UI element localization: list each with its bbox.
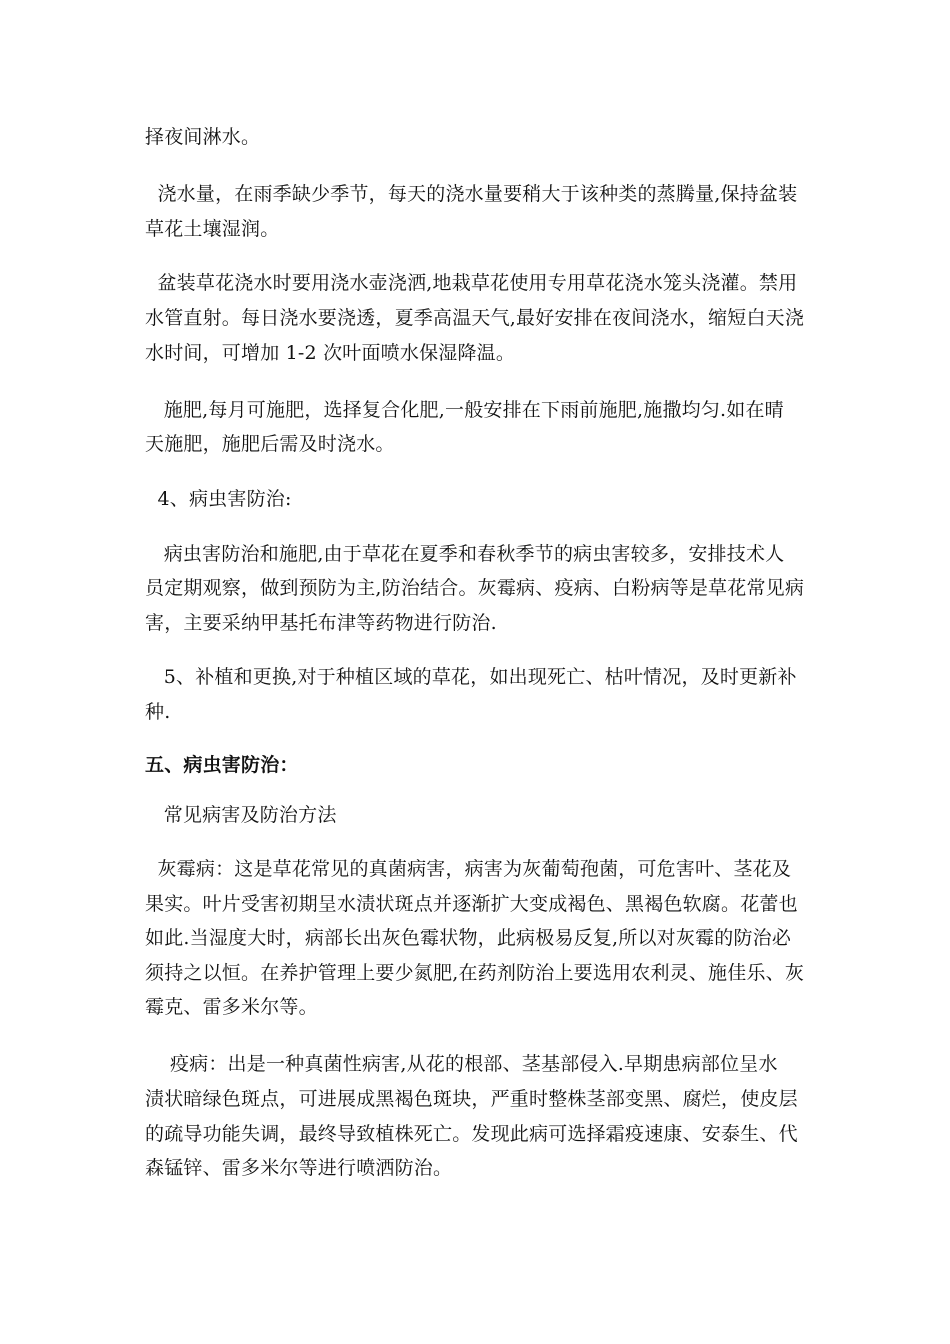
text-line: 森锰锌、雷多米尔等进行喷洒防治。 bbox=[145, 1157, 453, 1179]
text-line: 天施肥，施肥后需及时浇水。 bbox=[145, 433, 395, 455]
text-line: 渍状暗绿色斑点，可进展成黑褐色斑块，严重时整株茎部变黑、腐烂，使皮层 bbox=[145, 1088, 798, 1110]
text-line: 须持之以恒。在养护管理上要少氮肥,在药剂防治上要选用农利灵、施佳乐、灰 bbox=[145, 962, 805, 984]
text-line: 择夜间淋水。 bbox=[145, 126, 261, 148]
text-line: 浇水量，在雨季缺少季节，每天的浇水量要稍大于该种类的蒸腾量,保持盆装 bbox=[145, 183, 798, 205]
text-line: 果实。叶片受害初期呈水渍状斑点并逐渐扩大变成褐色、黑褐色软腐。花蕾也 bbox=[145, 893, 798, 915]
text-line: 的疏导功能失调，最终导致植株死亡。发现此病可选择霜疫速康、安泰生、代 bbox=[145, 1123, 798, 1145]
text-line: 如此.当湿度大时，病部长出灰色霉状物，此病极易反复,所以对灰霉的防治必 bbox=[145, 927, 792, 949]
text-line: 员定期观察，做到预防为主,防治结合。灰霉病、疫病、白粉病等是草花常见病 bbox=[145, 577, 805, 599]
text-line: 疫病：出是一种真菌性病害,从花的根部、茎基部侵入.早期患病部位呈水 bbox=[145, 1053, 778, 1075]
section-subheading: 常见病害及防治方法 bbox=[145, 804, 337, 826]
text-line: 5、补植和更换,对于种植区域的草花，如出现死亡、枯叶情况，及时更新补 bbox=[145, 666, 797, 688]
text-line: 病虫害防治和施肥,由于草花在夏季和春秋季节的病虫害较多，安排技术人 bbox=[145, 543, 785, 565]
text-line: 灰霉病：这是草花常见的真菌病害，病害为灰葡萄孢菌，可危害叶、茎花及 bbox=[145, 858, 792, 880]
text-line: 种. bbox=[145, 701, 171, 723]
section-heading: 五、病虫害防治： bbox=[145, 754, 299, 776]
section-subheading: 4、病虫害防治: bbox=[145, 488, 292, 510]
text-line: 水管直射。每日浇水要浇透，夏季高温天气,最好安排在夜间浇水，缩短白天浇 bbox=[145, 307, 805, 329]
text-line: 水时间，可增加 1-2 次叶面喷水保湿降温。 bbox=[145, 342, 516, 364]
text-line: 施肥,每月可施肥，选择复合化肥,一般安排在下雨前施肥,施撒均匀.如在晴 bbox=[145, 399, 784, 421]
text-line: 盆装草花浇水时要用浇水壶浇洒,地栽草花使用专用草花浇水笼头浇灌。禁用 bbox=[145, 272, 798, 294]
text-line: 霉克、雷多米尔等。 bbox=[145, 996, 318, 1018]
text-line: 草花土壤湿润。 bbox=[145, 218, 280, 240]
text-line: 害，主要采纳甲基托布津等药物进行防治. bbox=[145, 612, 497, 634]
